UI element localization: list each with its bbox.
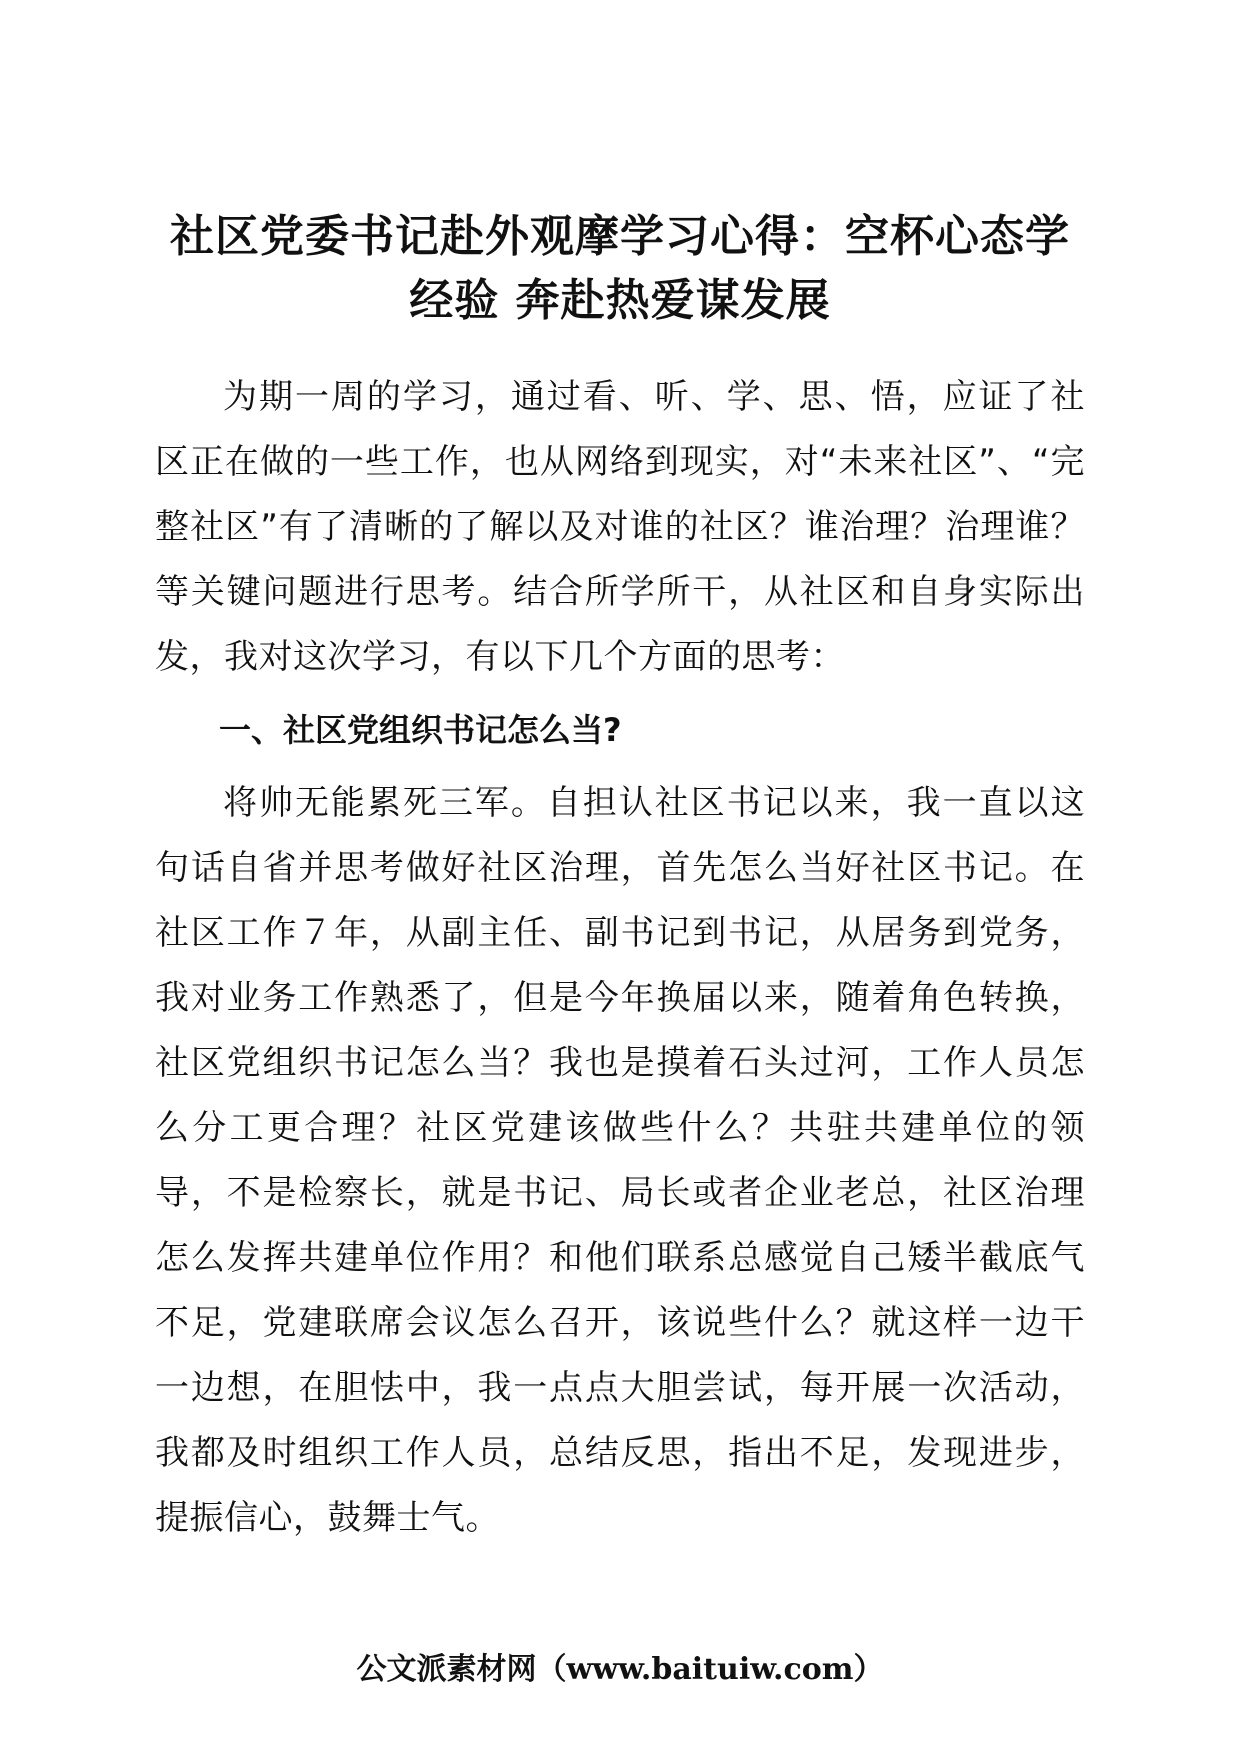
section-paragraph: 将帅无能累死三军。自担认社区书记以来，我一直以这句话自省并思考做好社区治理，首先怎么当好社区书记。在社区工作７年，从副主任、副书记到书记，从居务到党务，我对业务工作熟悉了，但是今年换届以来，随着角色转换，社区党组织书记怎么当？我也是摸着石头过河，工作人员怎么分工更合理？社区党建该做些什么？共驻共建单位的领导，不是检察长，就是书记、局长或者企业老总，社区治理怎么发挥共建单位作用？和他们联系总感觉自己矮半截底气不足，党建联席会议怎么召开，该说些什么？就这样一边干一边想，在胆怯中，我一点点大胆尝试，每开展一次活动，我都及时组织工作人员，总结反思，指出不足，发现进步，提振信心，鼓舞士气。: [155, 783, 1085, 1538]
document-title: 社区党委书记赴外观摩学习心得：空杯心态学经验 奔赴热爱谋发展: [170, 211, 1070, 326]
document-body: [155, 365, 1085, 1556]
section-heading: 一、社区党组织书记怎么当?: [219, 711, 622, 749]
intro-paragraph: 为期一周的学习，通过看、听、学、思、悟，应证了社区正在做的一些工作，也从网络到现实，对“未来社区”、“完整社区”有了清晰的了解以及对谁的社区？谁治理？治理谁？等关键问题进行思考。结合所学所干，从社区和自身实际出发，我对这次学习，有以下几个方面的思考：: [155, 377, 1085, 677]
footer-source: 公文派素材网（www.baituiw.com）: [356, 1652, 884, 1687]
